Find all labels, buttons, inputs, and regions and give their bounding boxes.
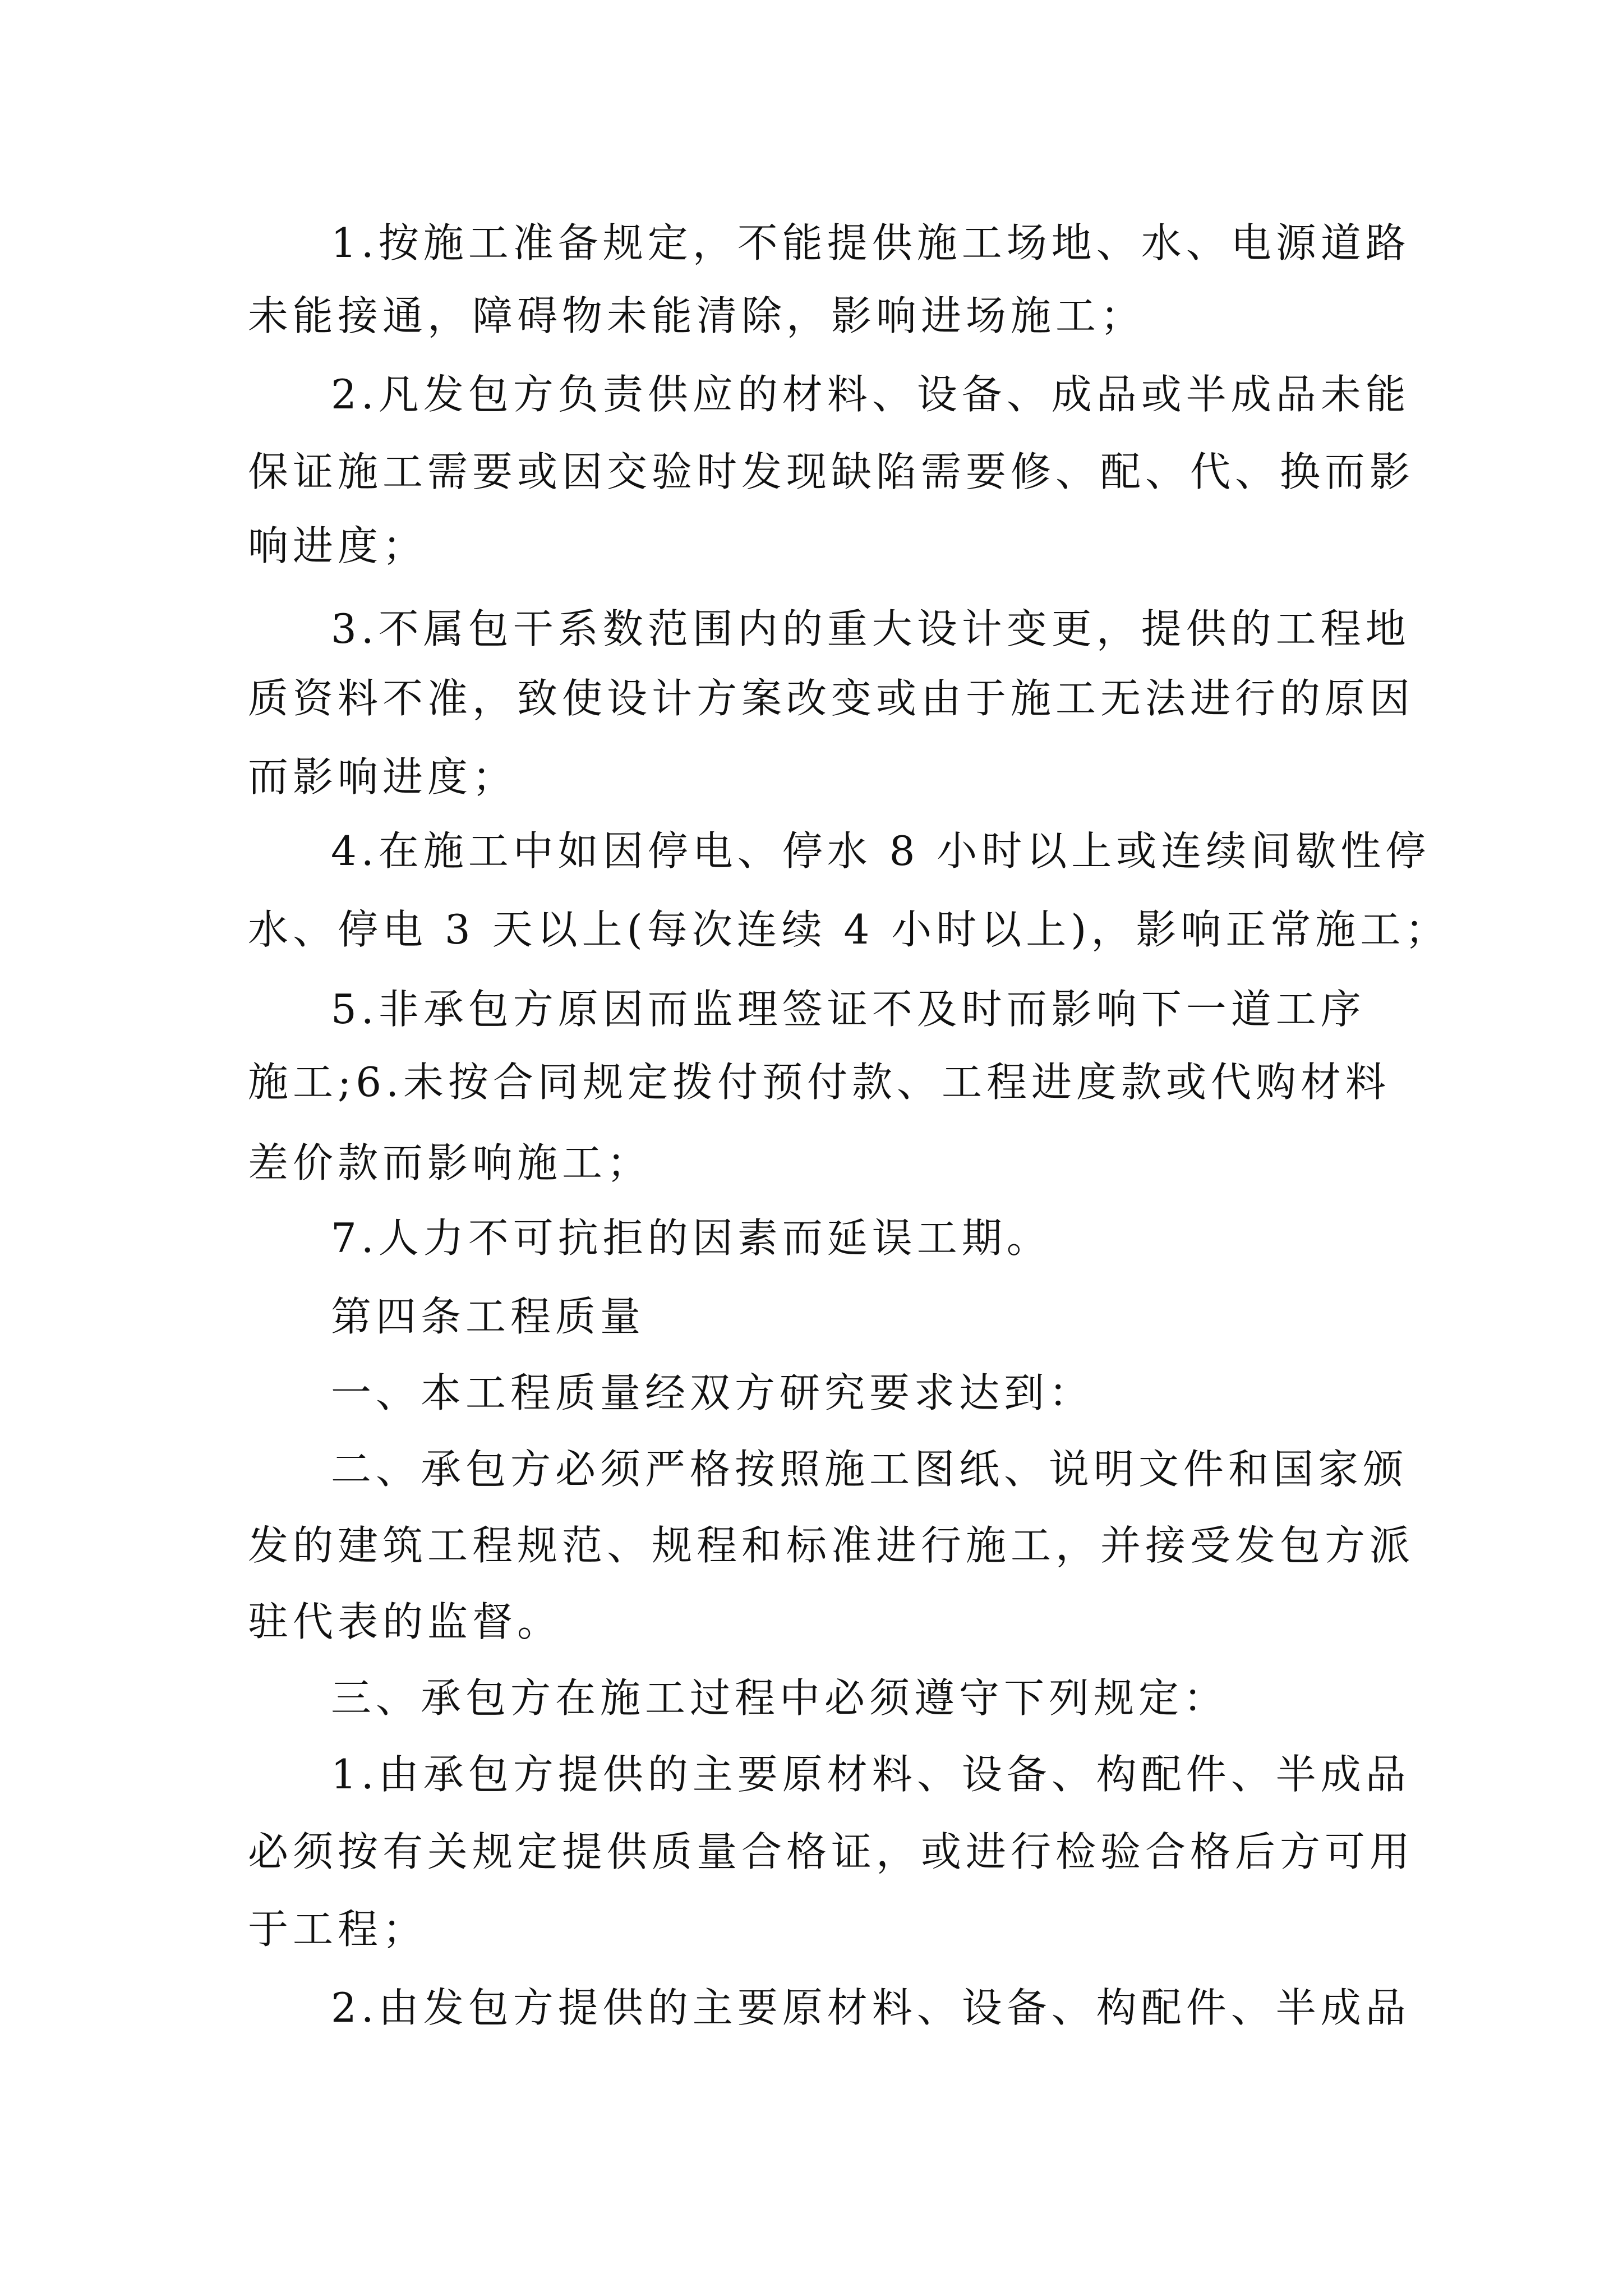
text-line: 一、本工程质量经双方研究要求达到： bbox=[331, 1369, 1094, 1416]
text-line: 于工程； bbox=[248, 1906, 428, 1953]
text-line: 1.由承包方提供的主要原材料、设备、构配件、半成品 bbox=[331, 1751, 1410, 1798]
text-line: 而影响进度； bbox=[248, 753, 518, 800]
text-line: 3.不属包干系数范围内的重大设计变更，提供的工程地 bbox=[331, 605, 1410, 652]
text-line: 水、停电 3 天以上(每次连续 4 小时以上)，影响正常施工； bbox=[248, 906, 1450, 953]
text-line: 必须按有关规定提供质量合格证，或进行检验合格后方可用 bbox=[248, 1828, 1415, 1875]
text-line: 5.非承包方原因而监理签证不及时而影响下一道工序 bbox=[331, 986, 1366, 1033]
text-line: 三、承包方在施工过程中必须遵守下列规定： bbox=[331, 1674, 1229, 1722]
text-line: 1.按施工准备规定，不能提供施工场地、水、电源道路 bbox=[331, 219, 1410, 266]
text-line: 发的建筑工程规范、规程和标准进行施工，并接受发包方派 bbox=[248, 1522, 1415, 1569]
text-line: 第四条工程质量 bbox=[331, 1293, 645, 1340]
text-line: 质资料不准，致使设计方案改变或由于施工无法进行的原因 bbox=[248, 675, 1415, 722]
text-line: 差价款而影响施工； bbox=[248, 1139, 652, 1186]
text-line: 未能接通，障碍物未能清除，影响进场施工； bbox=[248, 292, 1146, 339]
text-line: 2.由发包方提供的主要原材料、设备、构配件、半成品 bbox=[331, 1984, 1410, 2031]
text-line: 响进度； bbox=[248, 522, 428, 569]
text-line: 2.凡发包方负责供应的材料、设备、成品或半成品未能 bbox=[331, 371, 1410, 418]
text-line: 7.人力不可抗拒的因素而延误工期。 bbox=[331, 1214, 1052, 1262]
text-line: 二、承包方必须严格按照施工图纸、说明文件和国家颁 bbox=[331, 1446, 1408, 1493]
text-line: 施工;6.未按合同规定拨付预付款、工程进度款或代购材料 bbox=[248, 1059, 1390, 1106]
text-line: 保证施工需要或因交验时发现缺陷需要修、配、代、换而影 bbox=[248, 448, 1415, 495]
text-line: 驻代表的监督。 bbox=[248, 1598, 562, 1645]
text-line: 4.在施工中如因停电、停水 8 小时以上或连续间歇性停 bbox=[331, 827, 1431, 875]
